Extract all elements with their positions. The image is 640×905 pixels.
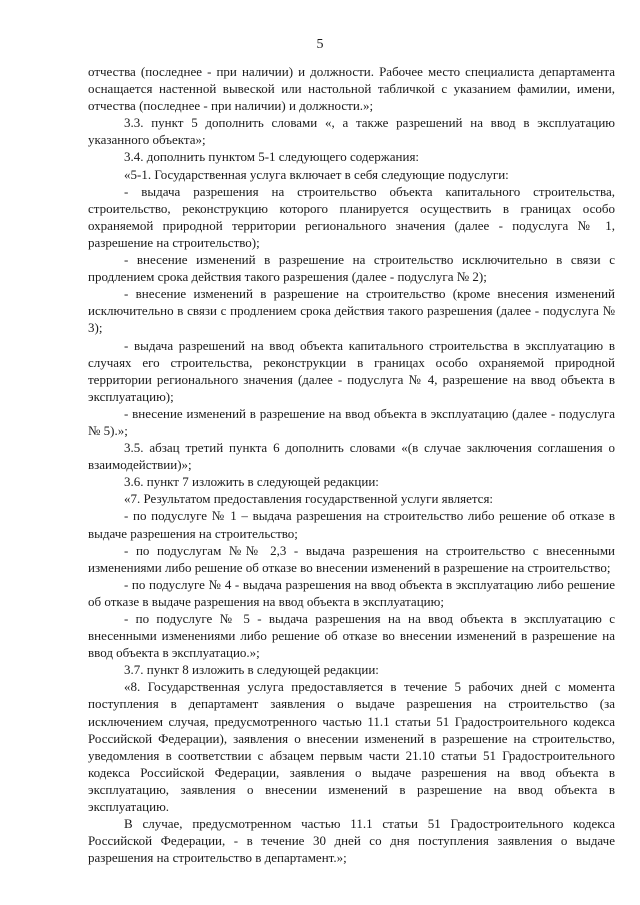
paragraph: - по подуслуге № 4 - выдача разрешения на ввод объекта в эксплуатацию либо решение об отказе в выдаче разрешения на ввод объекта в эксплуатацию; [88,576,615,609]
paragraph: - выдача разрешения на строительство объекта капитального строительства, строительство, реконструкцию которого планируется осуществить в границах особо охраняемой природной территории регионального значения (далее - подуслуга № 1, разрешение на строительство); [88,183,615,250]
paragraph: - выдача разрешений на ввод объекта капитального строительства в эксплуатацию в случаях его строительства, реконструкции в границах особо охраняемой природной территории регионального значения (далее - подуслуга № 4, разрешение на ввод объекта в эксплуатацию); [88,337,615,404]
paragraph: отчества (последнее - при наличии) и должности. Рабочее место специалиста департамента оснащается настенной вывеской или настольной табличкой с указанием фамилии, имени, отчества (последнее - при наличии) и должности.»; [88,64,615,114]
paragraph: 3.3. пункт 5 дополнить словами «, а также разрешений на ввод в эксплуатацию указанного объекта»; [88,115,615,148]
paragraph: «5-1. Государственная услуга включает в себя следующие подуслуги: [124,166,509,182]
paragraph: «7. Результатом предоставления государственной услуги является: [124,491,494,507]
paragraph: - по подуслуге № 5 - выдача разрешения на на ввод объекта в эксплуатацию с внесенными изменениями либо решение об отказе во внесении изменений в разрешение на ввод объекта в эксплуатацио.»; [88,611,615,661]
paragraph: 3.6. пункт 7 изложить в следующей редакции: [124,474,379,490]
paragraph: - по подуслуге № 1 – выдача разрешения на строительство либо решение об отказе в выдаче разрешения на строительство; [88,508,615,541]
paragraph: «8. Государственная услуга предоставляется в течение 5 рабочих дней с момента поступления в департамент заявления о выдаче разрешения на строительство (за исключением случая, предусмотренного частью 11.1 статьи 51 Градостроительного кодекса Российской Федерации), заявления о внесении изменений в разрешение на строительство, уведомления в соответствии с абзацем первым части 21.10 статьи 51 Градостроительного кодекса Российской Федерации, заявления о выдаче разрешения на ввод объекта в эксплуатацию, заявления о внесении изменений в разрешение на ввод объекта в эксплуатацию. [88,679,615,815]
paragraph: 3.4. дополнить пунктом 5-1 следующего содержания: [124,149,420,165]
paragraph: 3.5. абзац третий пункта 6 дополнить словами «(в случае заключения соглашения о взаимодействии)»; [88,440,615,473]
paragraph: В случае, предусмотренном частью 11.1 статьи 51 Градостроительного кодекса Российской Федерации, - в течение 30 дней со дня поступления заявления о выдаче разрешения на строительство в департамент.»; [88,816,615,866]
document-body [88,63,615,866]
paragraph: 3.7. пункт 8 изложить в следующей редакции: [124,662,379,678]
paragraph: - внесение изменений в разрешение на строительство (кроме внесения изменений исключительно в связи с продлением срока действия такого разрешения (далее - подуслуга № 3); [88,286,615,336]
page-number: 5 [316,37,324,52]
paragraph: - внесение изменений в разрешение на ввод объекта в эксплуатацию (далее - подуслуга № 5).»; [88,405,615,438]
paragraph: - внесение изменений в разрешение на строительство исключительно в связи с продлением срока действия такого разрешения (далее - подуслуга № 2); [88,252,615,285]
paragraph: - по подуслугам №№ 2,3 - выдача разрешения на строительство с внесенными изменениями либо решение об отказе во внесении изменений в разрешение на строительство; [88,542,615,575]
